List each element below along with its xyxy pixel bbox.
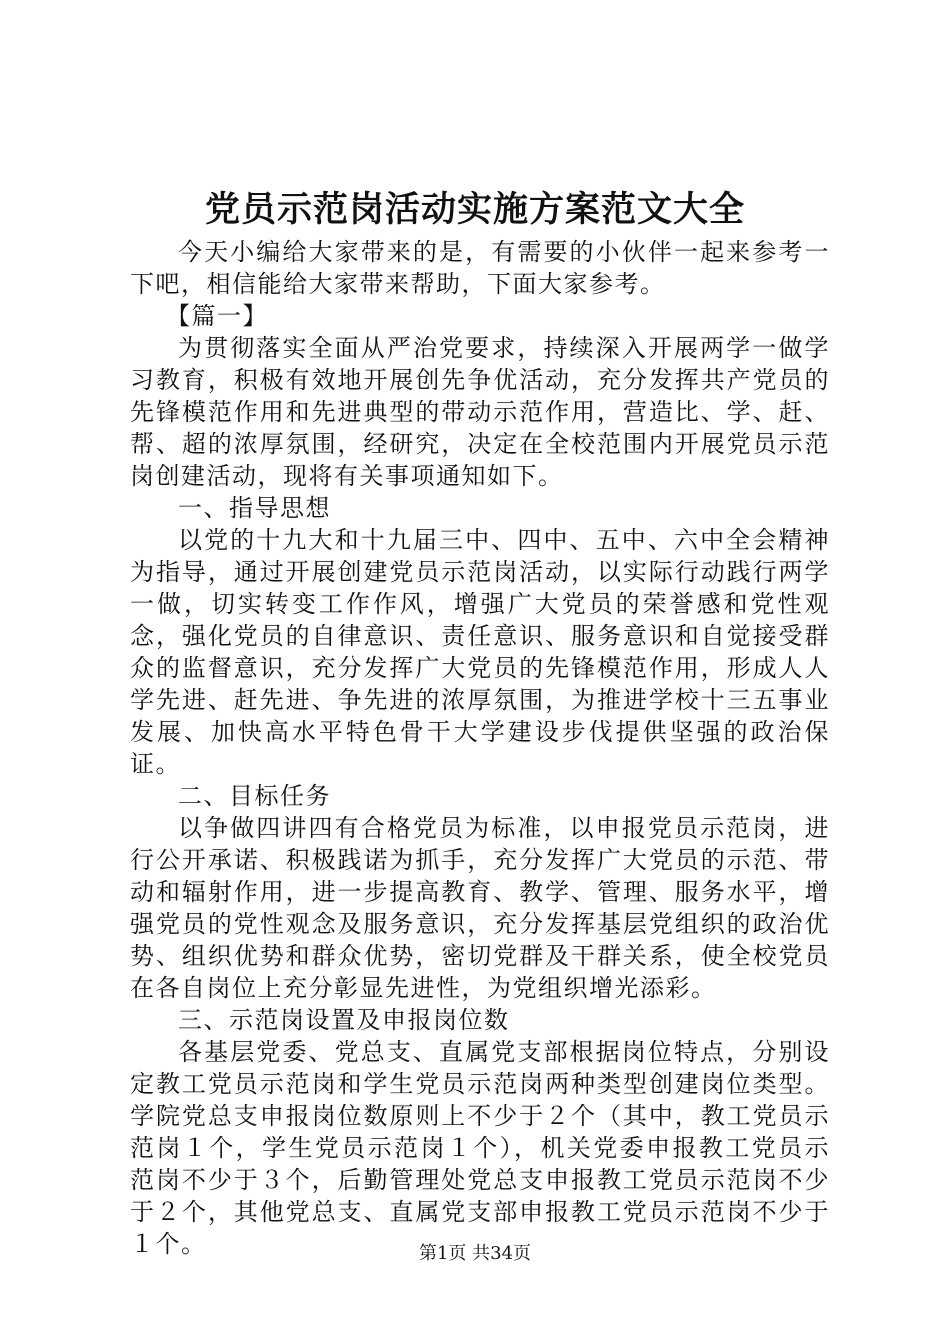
document-title: 党员示范岗活动实施方案范文大全	[204, 189, 745, 230]
document-body	[130, 236, 830, 1260]
body-paragraph: 以党的十九大和十九届三中、四中、五中、六中全会精神为指导，通过开展创建党员示范岗活动，以实际行动践行两学一做，切实转变工作作风，增强广大党员的荣誉感和党性观念，强化党员的自律意识、责任意识、服务意识和自觉接受群众的监督意识，充分发挥广大党员的先锋模范作用，形成人人学先进、赶先进、争先进的浓厚氛围，为推进学校十三五事业发展、加快高水平特色骨干大学建设步伐提供坚强的政治保证。	[130, 526, 830, 778]
section-heading: 二、目标任务	[178, 782, 331, 810]
intro-paragraph: 今天小编给大家带来的是，有需要的小伙伴一起来参考一下吧，相信能给大家带来帮助，下面大家参考。	[130, 238, 830, 298]
section-heading: 三、示范岗设置及申报岗位数	[178, 1006, 510, 1034]
section-label: 【篇一】	[166, 302, 268, 330]
page-number-footer: 第1页 共34页	[418, 1243, 532, 1264]
body-paragraph: 为贯彻落实全面从严治党要求，持续深入开展两学一做学习教育，积极有效地开展创先争优活动，充分发挥共产党员的先锋模范作用和先进典型的带动示范作用，营造比、学、赶、帮、超的浓厚氛围，经研究，决定在全校范围内开展党员示范岗创建活动，现将有关事项通知如下。	[130, 334, 830, 490]
body-paragraph: 各基层党委、党总支、直属党支部根据岗位特点，分别设定教工党员示范岗和学生党员示范岗两种类型创建岗位类型。学院党总支申报岗位数原则上不少于２个（其中，教工党员示范岗１个，学生党员示范岗１个），机关党委申报教工党员示范岗不少于３个，后勤管理处党总支申报教工党员示范岗不少于２个，其他党总支、直属党支部申报教工党员示范岗不少于１个。	[130, 1038, 830, 1258]
body-paragraph: 以争做四讲四有合格党员为标准，以申报党员示范岗，进行公开承诺、积极践诺为抓手，充分发挥广大党员的示范、带动和辐射作用，进一步提高教育、教学、管理、服务水平，增强党员的党性观念及服务意识，充分发挥基层党组织的政治优势、组织优势和群众优势，密切党群及干群关系，使全校党员在各自岗位上充分彰显先进性，为党组织增光添彩。	[130, 814, 830, 1002]
section-heading: 一、指导思想	[178, 494, 331, 522]
